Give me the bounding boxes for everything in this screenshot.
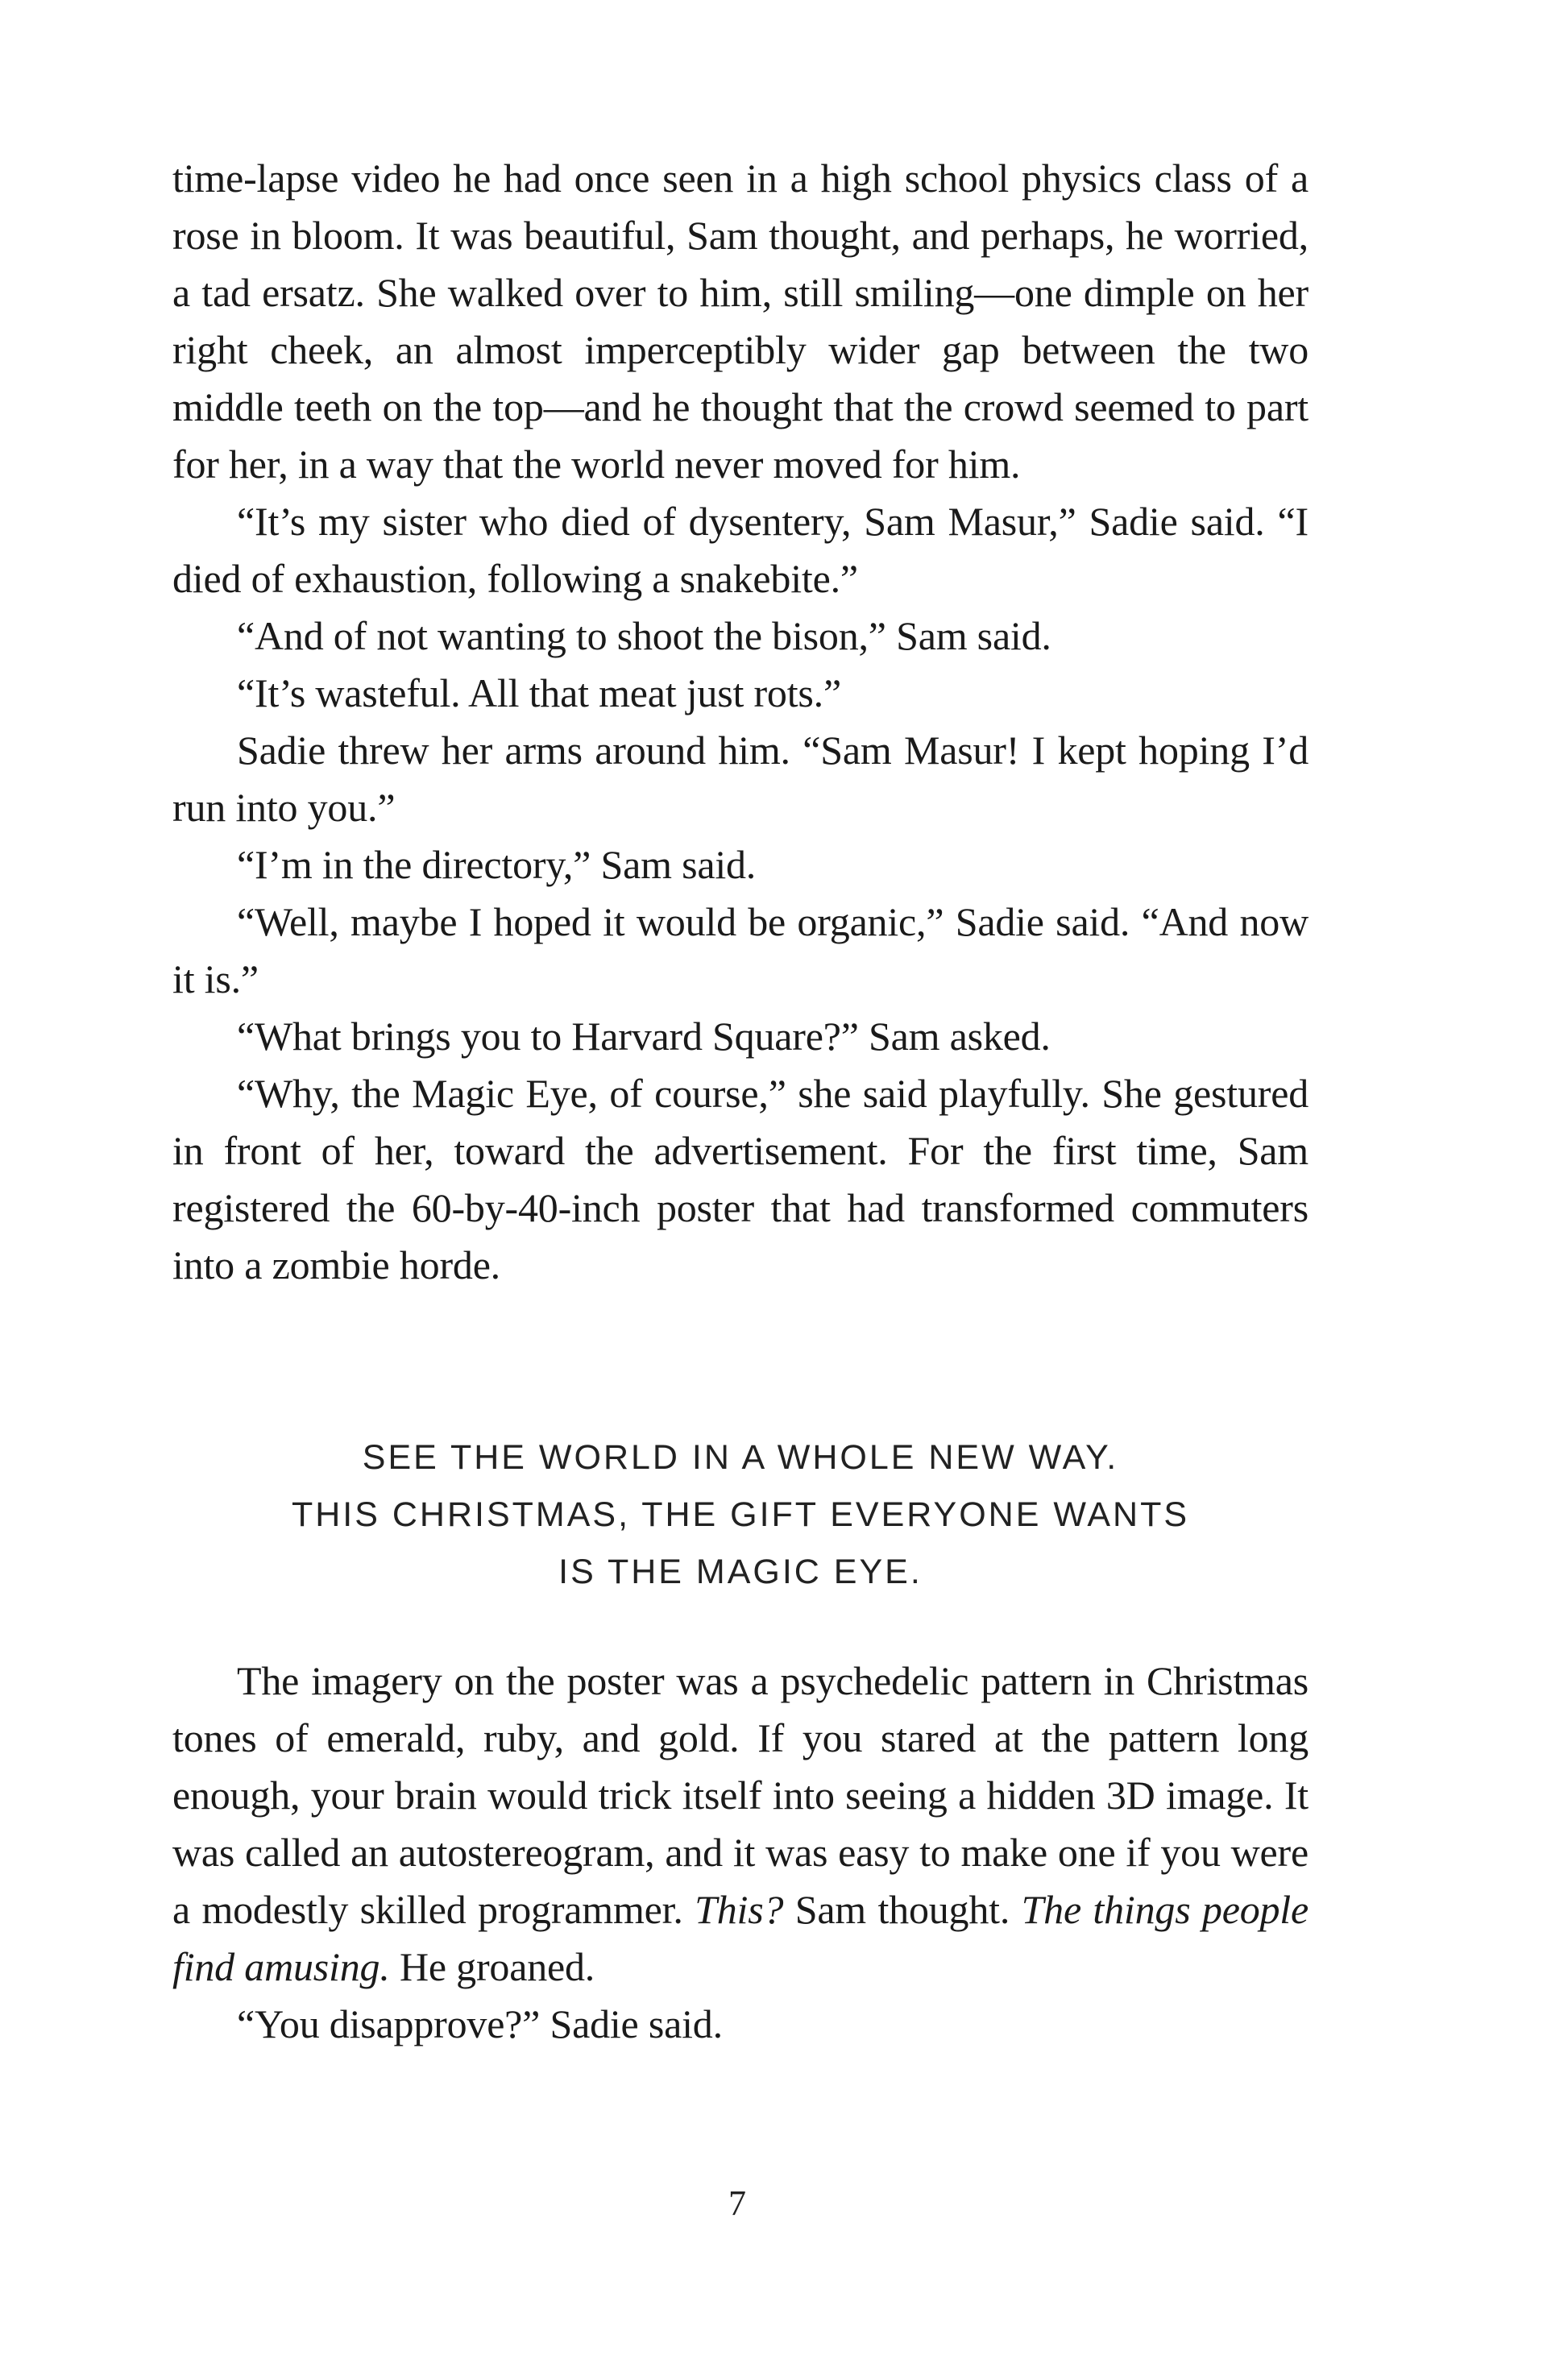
paragraph-poster [172, 1652, 1309, 1996]
advertisement-text [172, 1429, 1309, 1601]
paragraph: time-lapse video he had once seen in a high school physics class of a rose in bloom. It was beautiful, Sam thought, and perhaps, he worried, a tad ersatz. She walked over to him, still smiling—one dimple on her right cheek, an almost imperceptibly wider gap between the two middle teeth on the top—and he thought that the crowd seemed to part for her, in a way that the world never moved for him. [172, 155, 1309, 487]
paragraph: “Well, maybe I hoped it would be organic,” Sadie said. “And now it is.” [172, 899, 1309, 1001]
paragraph: “You disapprove?” Sadie said. [237, 2001, 723, 2046]
italic-thought: This? [695, 1887, 784, 1932]
paragraph: “It’s my sister who died of dysentery, Sam Masur,” Sadie said. “I died of exhaustion, following a snakebite.” [172, 499, 1309, 601]
text-run: The imagery on the poster was a psychedelic pattern in Christmas tones of emerald, ruby, and gold. If you stared at the pattern long enough, your brain would trick itself into seeing a hidden 3D image. It was called an autostereogram, and it was easy to make one if you were a modestly skilled programmer. [172, 1658, 1309, 1932]
body-text-top [172, 150, 1309, 1294]
text-run: Sam thought. [783, 1887, 1022, 1932]
paragraph: “And of not wanting to shoot the bison,” Sam said. [237, 613, 1051, 658]
ad-line: SEE THE WORLD IN A WHOLE NEW WAY. [362, 1438, 1119, 1477]
italic-thought: The things people find amusing. [172, 1887, 1309, 1989]
text-run: He groaned. [389, 1944, 595, 1989]
paragraph: “It’s wasteful. All that meat just rots.” [237, 670, 841, 715]
paragraph: “I’m in the directory,” Sam said. [237, 842, 757, 887]
body-text-bottom [172, 1652, 1309, 2053]
ad-line: IS THE MAGIC EYE. [558, 1553, 923, 1591]
paragraph: “Why, the Magic Eye, of course,” she said playfully. She gestured in front of her, toward the advertisement. For the first time, Sam registered the 60-by-40-inch poster that had transformed commuters into a zombie horde. [172, 1071, 1309, 1287]
page-number: 7 [728, 2183, 746, 2223]
paragraph: Sadie threw her arms around him. “Sam Masur! I kept hoping I’d run into you.” [172, 728, 1309, 830]
ad-line: THIS CHRISTMAS, THE GIFT EVERYONE WANTS [291, 1495, 1190, 1534]
paragraph: “What brings you to Harvard Square?” Sam asked. [237, 1014, 1051, 1059]
